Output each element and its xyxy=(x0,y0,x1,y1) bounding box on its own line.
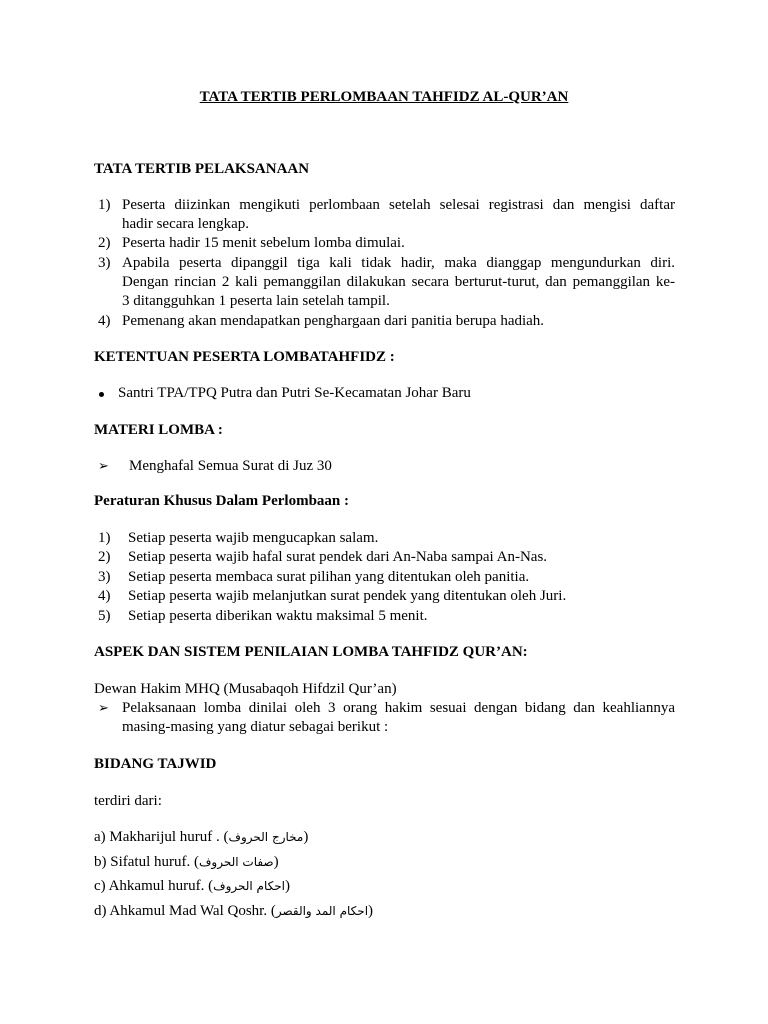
list-item xyxy=(94,853,279,872)
intro-text: terdiri dari: xyxy=(94,793,162,809)
list-item-text: Dengan rincian 2 kali pemanggilan dilakukan secara berturut-turut, dan pemanggilan ke- xyxy=(122,274,675,290)
list-item-text: 3 ditangguhkan 1 peserta lain setelah tampil. xyxy=(122,293,390,309)
list-number: 3) xyxy=(98,569,111,585)
arrow-bullet-icon: ➢ xyxy=(98,459,109,474)
list-item-text: Santri TPA/TPQ Putra dan Putri Se-Kecamatan Johar Baru xyxy=(118,385,471,401)
section-heading-aspek: ASPEK DAN SISTEM PENILAIAN LOMBA TAHFIDZ QUR’AN: xyxy=(94,644,528,660)
list-item-text: Setiap peserta wajib melanjutkan surat pendek yang ditentukan oleh Juri. xyxy=(128,588,567,604)
list-item-text: Menghafal Semua Surat di Juz 30 xyxy=(129,458,332,474)
list-number: 1) xyxy=(98,530,111,546)
document-title: TATA TERTIB PERLOMBAAN TAHFIDZ AL-QUR’AN xyxy=(199,89,569,105)
list-item-close: ) xyxy=(303,829,309,845)
bullet-icon xyxy=(99,392,104,397)
list-item-close: ) xyxy=(273,854,279,870)
section-heading-tajwid: BIDANG TAJWID xyxy=(94,756,217,772)
list-item-label: a) Makharijul huruf . ( xyxy=(94,829,229,845)
list-item-text: Setiap peserta wajib hafal surat pendek dari An-Naba sampai An-Nas. xyxy=(128,549,548,565)
list-number: 1) xyxy=(98,197,111,213)
list-number: 2) xyxy=(98,235,111,251)
arabic-text: احكام المد والقصر xyxy=(275,904,369,918)
subheading-dewan-hakim: Dewan Hakim MHQ (Musabaqoh Hifdzil Qur’an) xyxy=(94,681,397,697)
list-item-close: ) xyxy=(285,878,291,894)
list-item-text: Setiap peserta wajib mengucapkan salam. xyxy=(128,530,379,546)
section-heading-ketentuan: KETENTUAN PESERTA LOMBATAHFIDZ : xyxy=(94,349,395,365)
list-item-text: Pemenang akan mendapatkan penghargaan dari panitia berupa hadiah. xyxy=(122,313,545,329)
arabic-text: صفات الحروف xyxy=(198,855,274,869)
arabic-text: مخارج الحروف xyxy=(228,830,304,844)
list-item-text: masing-masing yang diatur sebagai berikut : xyxy=(122,719,389,735)
list-item xyxy=(94,877,290,896)
arrow-bullet-icon: ➢ xyxy=(98,701,109,716)
list-item-text: Setiap peserta diberikan waktu maksimal 5 menit. xyxy=(128,608,428,624)
list-item xyxy=(94,828,308,847)
list-item xyxy=(94,902,373,921)
section-heading-pelaksanaan: TATA TERTIB PELAKSANAAN xyxy=(94,161,310,177)
list-item-text: Peserta diizinkan mengikuti perlombaan setelah selesai registrasi dan mengisi daftar xyxy=(122,197,675,213)
list-number: 3) xyxy=(98,255,111,271)
list-number: 4) xyxy=(98,313,111,329)
list-item-text: Setiap peserta membaca surat pilihan yang ditentukan oleh panitia. xyxy=(128,569,530,585)
list-item-close: ) xyxy=(368,903,374,919)
list-number: 2) xyxy=(98,549,111,565)
list-item-label: b) Sifatul huruf. ( xyxy=(94,854,199,870)
list-number: 5) xyxy=(98,608,111,624)
section-heading-peraturan: Peraturan Khusus Dalam Perlombaan : xyxy=(94,493,349,509)
arabic-text: احكام الحروف xyxy=(213,879,286,893)
list-item-text: Pelaksanaan lomba dinilai oleh 3 orang hakim sesuai dengan bidang dan keahliannya xyxy=(122,700,675,716)
list-item-label: d) Ahkamul Mad Wal Qoshr. ( xyxy=(94,903,276,919)
list-item-text: hadir secara lengkap. xyxy=(122,216,250,232)
list-number: 4) xyxy=(98,588,111,604)
section-heading-materi: MATERI LOMBA : xyxy=(94,422,223,438)
list-item-text: Apabila peserta dipanggil tiga kali tidak hadir, maka dianggap mengundurkan diri. xyxy=(122,255,675,271)
list-item-text: Peserta hadir 15 menit sebelum lomba dimulai. xyxy=(122,235,405,251)
list-item-label: c) Ahkamul huruf. ( xyxy=(94,878,214,894)
